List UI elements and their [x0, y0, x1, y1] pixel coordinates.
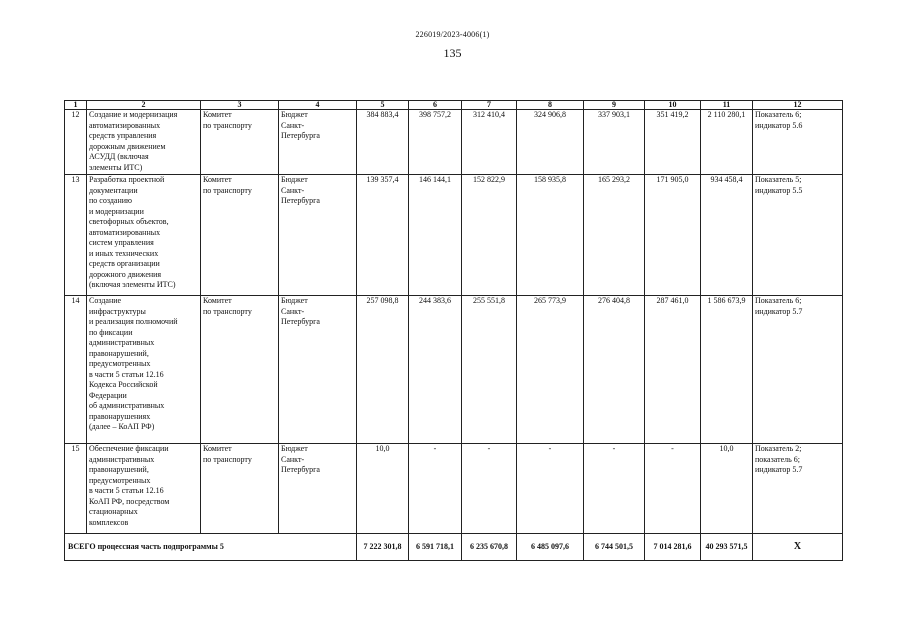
total-row [65, 534, 843, 561]
col-header-9: 9 [584, 101, 645, 110]
value-cell: 398 757,2 [409, 110, 462, 175]
table-row [65, 444, 843, 534]
funding-source: Бюджет Санкт- Петербурга [279, 110, 357, 175]
row-number: 12 [65, 110, 87, 175]
value-cell: 2 110 280,1 [701, 110, 753, 175]
activity-name: Обеспечение фиксации административных правонарушений, предусмотренных в части 5 статьи 12.16 КоАП РФ, посредством стационарных комплексов [87, 444, 201, 534]
total-value: 6 591 718,1 [409, 534, 462, 561]
total-label: ВСЕГО процессная часть подпрограммы 5 [65, 534, 357, 561]
value-cell: 171 905,0 [645, 175, 701, 296]
funding-source: Бюджет Санкт- Петербурга [279, 296, 357, 444]
col-header-5: 5 [357, 101, 409, 110]
value-cell: 139 357,4 [357, 175, 409, 296]
executor: Комитет по транспорту [201, 110, 279, 175]
col-header-2: 2 [87, 101, 201, 110]
value-cell: 287 461,0 [645, 296, 701, 444]
row-number: 13 [65, 175, 87, 296]
value-cell: 10,0 [357, 444, 409, 534]
indicator: Показатель 5; индикатор 5.5 [753, 175, 843, 296]
total-indicator: Х [753, 534, 843, 561]
executor: Комитет по транспорту [201, 296, 279, 444]
executor: Комитет по транспорту [201, 175, 279, 296]
value-cell: 312 410,4 [462, 110, 517, 175]
total-value: 7 014 281,6 [645, 534, 701, 561]
value-cell: 158 935,8 [517, 175, 584, 296]
value-cell: - [462, 444, 517, 534]
col-header-1: 1 [65, 101, 87, 110]
col-header-7: 7 [462, 101, 517, 110]
value-cell: - [645, 444, 701, 534]
value-cell: 146 144,1 [409, 175, 462, 296]
row-number: 15 [65, 444, 87, 534]
table-row [65, 175, 843, 296]
value-cell: - [409, 444, 462, 534]
value-cell: 152 822,9 [462, 175, 517, 296]
funding-source: Бюджет Санкт- Петербурга [279, 175, 357, 296]
value-cell: - [584, 444, 645, 534]
value-cell: 244 383,6 [409, 296, 462, 444]
value-cell: 324 906,8 [517, 110, 584, 175]
table-row [65, 296, 843, 444]
activity-name: Создание и модернизация автоматизированных средств управления дорожным движением АСУДД (включая элементы ИТС) [87, 110, 201, 175]
table-row [65, 110, 843, 175]
total-value: 6 235 670,8 [462, 534, 517, 561]
value-cell: 384 883,4 [357, 110, 409, 175]
indicator: Показатель 6; индикатор 5.6 [753, 110, 843, 175]
col-header-11: 11 [701, 101, 753, 110]
value-cell: 934 458,4 [701, 175, 753, 296]
value-cell: 1 586 673,9 [701, 296, 753, 444]
funding-source: Бюджет Санкт- Петербурга [279, 444, 357, 534]
col-header-4: 4 [279, 101, 357, 110]
value-cell: 337 903,1 [584, 110, 645, 175]
executor: Комитет по транспорту [201, 444, 279, 534]
col-header-6: 6 [409, 101, 462, 110]
indicator: Показатель 2; показатель 6; индикатор 5.7 [753, 444, 843, 534]
header-row [65, 101, 843, 110]
page-number: 135 [443, 46, 462, 60]
col-header-12: 12 [753, 101, 843, 110]
total-value: 40 293 571,5 [701, 534, 753, 561]
activity-name: Создание инфраструктуры и реализация полномочий по фиксации административных правонарушений, предусмотренных в части 5 статьи 12.16 Кодекса Российской Федерации об административных правонарушениях (далее – КоАП РФ) [87, 296, 201, 444]
col-header-10: 10 [645, 101, 701, 110]
value-cell: 255 551,8 [462, 296, 517, 444]
indicator: Показатель 6; индикатор 5.7 [753, 296, 843, 444]
total-value: 6 485 097,6 [517, 534, 584, 561]
total-value: 6 744 501,5 [584, 534, 645, 561]
value-cell: 257 098,8 [357, 296, 409, 444]
document-id: 226019/2023-4006(1) [415, 30, 490, 39]
value-cell: 265 773,9 [517, 296, 584, 444]
value-cell: - [517, 444, 584, 534]
row-number: 14 [65, 296, 87, 444]
program-table [64, 100, 843, 561]
activity-name: Разработка проектной документации по созданию и модернизации светофорных объектов, автоматизированных систем управления и иных технических средств организации дорожного движения (включая элементы ИТС) [87, 175, 201, 296]
col-header-8: 8 [517, 101, 584, 110]
col-header-3: 3 [201, 101, 279, 110]
value-cell: 165 293,2 [584, 175, 645, 296]
value-cell: 351 419,2 [645, 110, 701, 175]
value-cell: 276 404,8 [584, 296, 645, 444]
value-cell: 10,0 [701, 444, 753, 534]
total-value: 7 222 301,8 [357, 534, 409, 561]
